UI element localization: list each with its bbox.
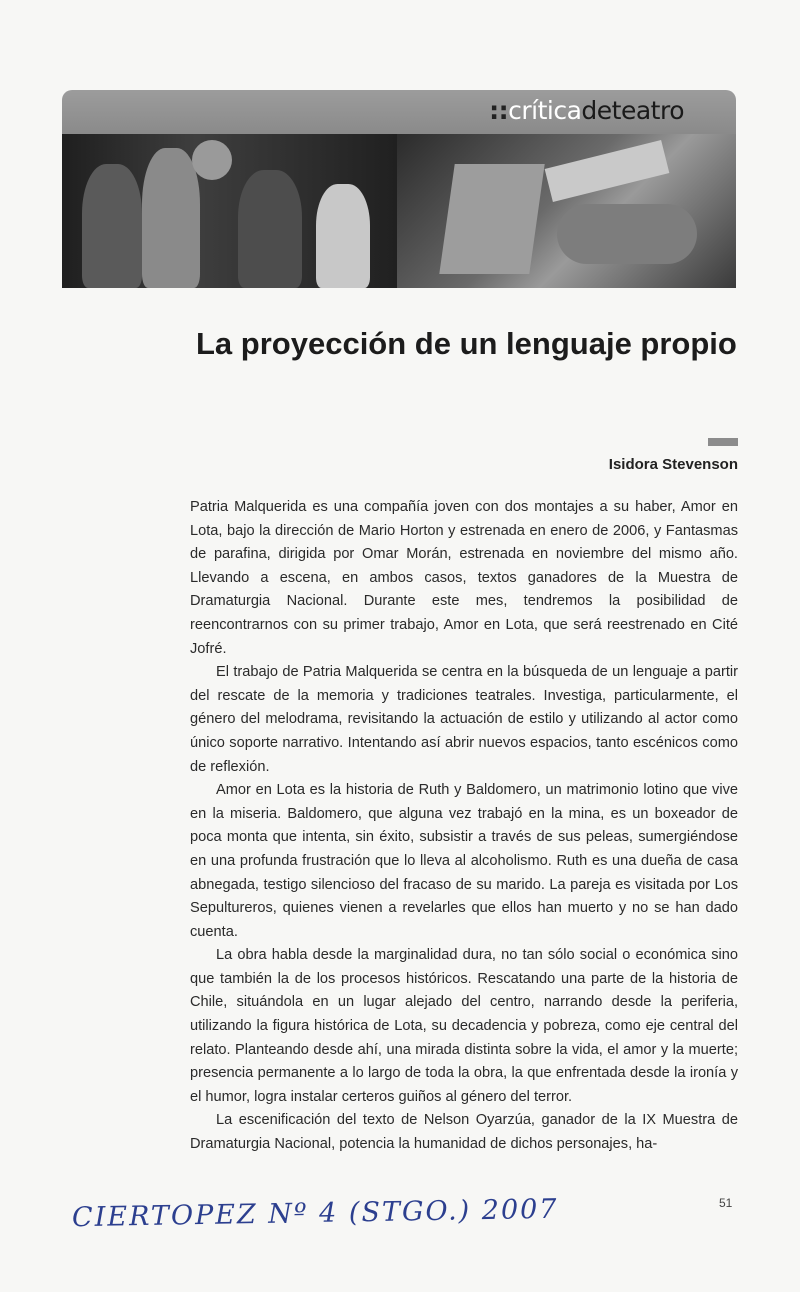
article-author: Isidora Stevenson [608,456,738,473]
section-label-critica: crítica [508,96,582,125]
section-header [62,90,736,134]
author-mark [708,438,738,446]
page-number: 51 [719,1196,733,1210]
photo-stage-scene [397,134,736,288]
header-photo-strip [62,134,736,288]
section-label-deteatro: deteatro [581,96,684,125]
paragraph-2: El trabajo de Patria Malquerida se centra en la búsqueda de un lenguaje a partir del rescate de la memoria y tradiciones teatrales. Investiga, particularmente, el género del melodrama, revisitando la actuación de estilo y utilizando al actor como único soporte narrativo. Intentando así abrir nuevos espacios, tanto escénicos como de reflexión. [190,664,738,775]
paragraph-5: La escenificación del texto de Nelson Oyarzúa, ganador de la IX Muestra de Dramaturgia Nacional, potencia la humanidad de dichos personajes, ha- [190,1112,738,1153]
section-label-colons: :: [489,96,509,125]
paragraph-3: Amor en Lota es la historia de Ruth y Baldomero, un matrimonio lotino que vive en la miseria. Baldomero, que alguna vez trabajó en la mina, es un boxeador de poca monta que intenta, sin éxito, subsistir a través de sus peleas, sumergiéndose en una profunda frustración que lo lleva al alcoholismo. Ruth es una dueña de casa abnegada, testigo silencioso del fracaso de su marido. La pareja es visitada por Los Sepultureros, quienes vienen a revelarles que ellos han muerto y no se han dado cuenta. [190,782,738,940]
article-body [190,496,738,1157]
paragraph-4: La obra habla desde la marginalidad dura, no tan sólo social o económica sino que también la de los procesos históricos. Rescatando una parte de la historia de Chile, situándola en un lugar alejado del centro, narrando desde la periferia, utilizando la figura histórica de Lota, su decadencia y pobreza, como eje central del relato. Planteando desde ahí, una mirada distinta sobre la vida, el amor y la muerte; presencia permanente a lo largo de toda la obra, la que enfrentada desde la ironía y el humor, logra instalar certeros guiños al género del terror. [190,947,738,1105]
section-label [489,96,684,125]
handwritten-note: CIERTOPEZ Nº 4 (STGO.) 2007 [71,1193,559,1234]
paragraph-1: Patria Malquerida es una compañía joven con dos montajes a su haber, Amor en Lota, bajo la dirección de Mario Horton y estrenada en enero de 2006, y Fantasmas de parafina, dirigida por Omar Morán, estrenada en noviembre del mismo año. Llevando a escena, en ambos casos, textos ganadores de la Muestra de Dramaturgia Nacional. Durante este mes, tendremos la posibilidad de reencontrarnos con su primer trabajo, Amor en Lota, que será reestrenado en Cité Jofré. [190,499,738,657]
article-title: La proyección de un lenguaje propio [196,326,737,361]
photo-actors-group [62,134,397,288]
